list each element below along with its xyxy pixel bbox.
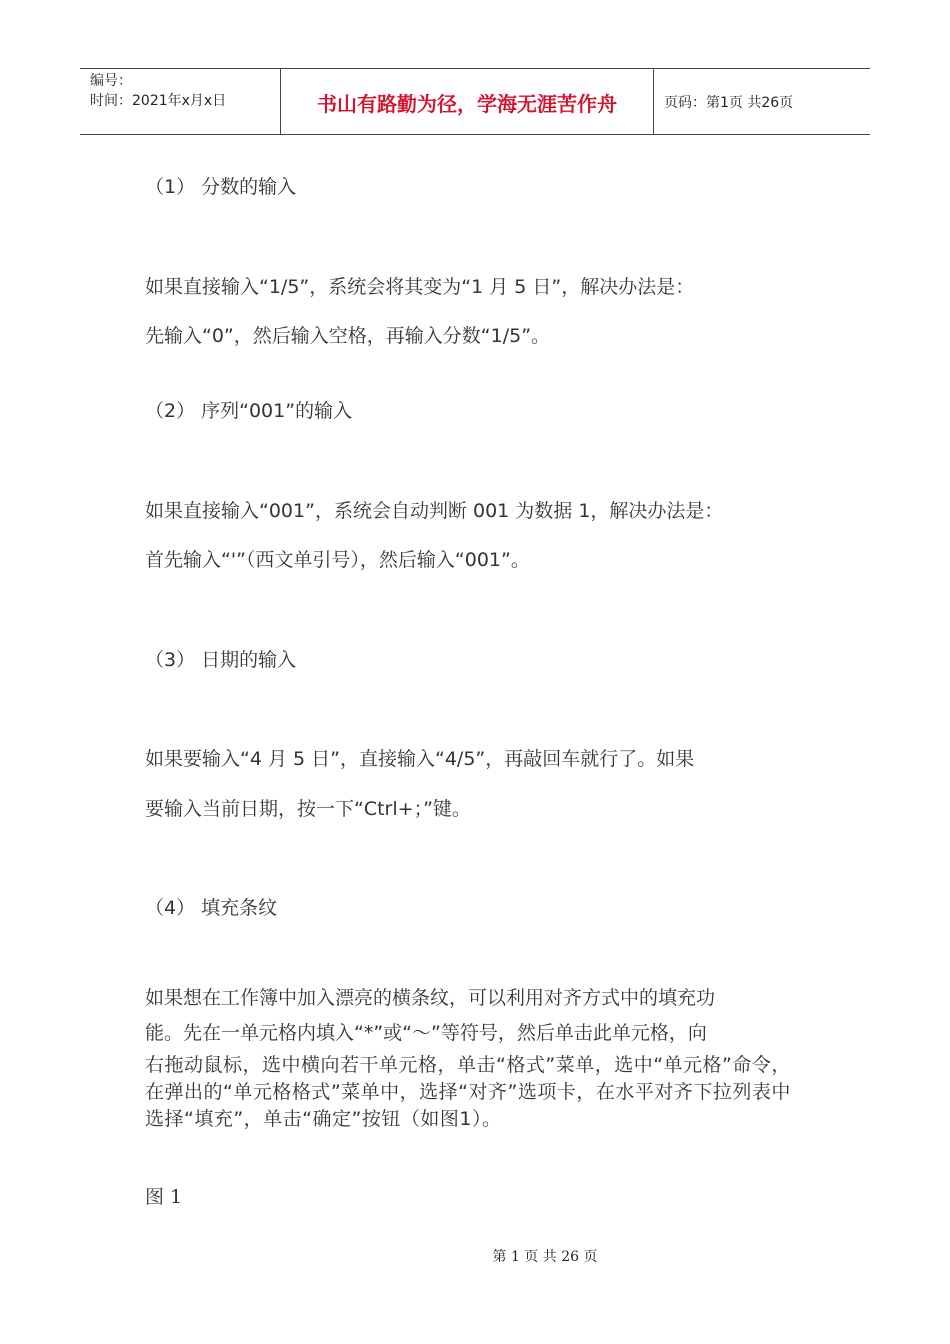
- paragraph-line: 首先输入“'”（西文单引号），然后输入“001”。: [145, 549, 530, 571]
- section-heading: （3） 日期的输入: [145, 649, 297, 671]
- section-heading: （1） 分数的输入: [145, 176, 297, 198]
- header-motto: 书山有路勤为径，学海无涯苦作舟: [317, 92, 617, 116]
- time-label: 时间：2021年x月x日: [90, 93, 227, 109]
- section-heading: （4） 填充条纹: [145, 897, 278, 919]
- figure-caption: 图 1: [145, 1186, 183, 1208]
- paragraph-line: 如果直接输入“1/5”，系统会将其变为“1 月 5 日”，解决办法是：: [145, 276, 695, 298]
- number-label: 编号：: [90, 73, 132, 89]
- paragraph-line: 先输入“0”，然后输入空格，再输入分数“1/5”。: [145, 325, 551, 347]
- page-number-label: 页码：第1页 共26页: [664, 94, 794, 111]
- paragraph-block: 右拖动鼠标，选中横向若干单元格，单击“格式”菜单，选中“单元格”命令，在弹出的“单元格格式”菜单中，选择“对齐”选项卡，在水平对齐下拉列表中选择“填充”，单击“确定”按钮（如图1）。: [145, 1054, 791, 1130]
- paragraph-line: 如果直接输入“001”，系统会自动判断 001 为数据 1，解决办法是：: [145, 500, 724, 522]
- paragraph-line: 如果想在工作簿中加入漂亮的横条纹，可以利用对齐方式中的填充功: [145, 987, 716, 1009]
- document-body: [145, 0, 810, 1344]
- paragraph-line: 如果要输入“4 月 5 日”，直接输入“4/5”，再敲回车就行了。如果: [145, 748, 695, 770]
- paragraph-line: 能。先在一单元格内填入“*”或“～”等符号，然后单击此单元格，向: [145, 1022, 707, 1044]
- section-heading: （2） 序列“001”的输入: [145, 400, 353, 422]
- paragraph-line: 要输入当前日期，按一下“Ctrl+；”键。: [145, 798, 471, 820]
- page-footer: 第 1 页 共 26 页: [492, 1249, 598, 1265]
